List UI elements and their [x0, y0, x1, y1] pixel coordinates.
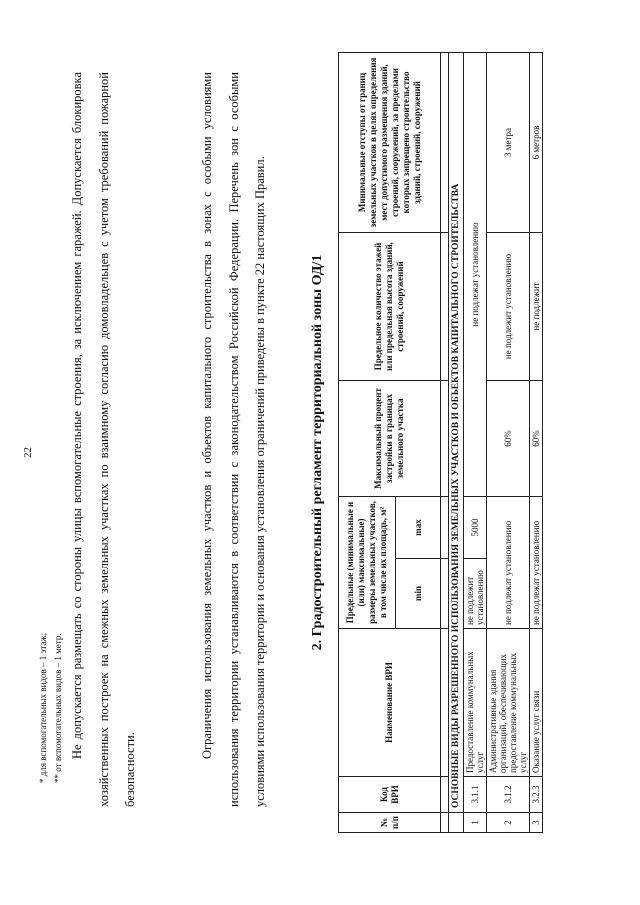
row-num: 2 [487, 813, 530, 833]
footnote-2: ** от вспомогательных видов – 1 метр. [53, 633, 63, 783]
col-name: Наименование ВРИ [339, 629, 441, 777]
row-code: 3.1.2 [487, 777, 530, 813]
section-title: ОСНОВНЫЕ ВИДЫ РАЗРЕШЕННОГО ИСПОЛЬЗОВАНИЯ ЗЕМЕЛЬНЫХ УЧАСТКОВ И ОБЪЕКТОВ КАПИТАЛЬНОГО СТРОИТЕЛЬСТВА [449, 52, 464, 812]
row-name: Административные здания организаций, обеспечивающих предоставление коммунальных услуг [487, 629, 530, 777]
row-percent: 60% [487, 380, 530, 496]
row-floors: не подлежит установлению [487, 232, 530, 380]
row-floors: не подлежит [530, 232, 543, 380]
paragraph-2: Ограничения использования земельных участков и объектов капитального строительства в зонах с особыми условиями использования территории устанавливаются в соответствии с законодательством Российской Федерации. Перечень зон с особыми условиями использования территории и основания установления ограничений приведены в пункте 22 настоящих Правил. [200, 72, 267, 807]
table-row [487, 52, 530, 832]
paragraph-1: Не допускается размещать со стороны улицы вспомогательные строения, за исключением гаражей. Допускается блокировка хозяйственных построек на смежных земельных участках по взаимному согласию домовладельцев с учетом требований пожарной безопасности. [70, 72, 137, 807]
row-sizes: не подлежат установлению [530, 496, 543, 628]
row-num: 3 [530, 813, 543, 833]
table-row [530, 52, 543, 832]
page-number: 22 [22, 447, 34, 458]
row-max: 5000 [464, 496, 487, 558]
row-min: не подлежит установлению [464, 559, 487, 629]
col-max: max [396, 496, 441, 558]
row-code: 3.1.1 [464, 777, 487, 813]
col-setbacks: Минимальные отступы от границ земельных участков в целях определения мест допустимого размещения зданий, строений, сооружений, за пределами которых запрещено строительство зданий, строений, сооружений [339, 52, 441, 232]
row-name: Оказание услуг связи [530, 629, 543, 777]
col-code: Код ВРИ [339, 777, 441, 813]
column-number-row [441, 52, 449, 832]
table-row [464, 52, 487, 832]
row-num: 1 [464, 813, 487, 833]
row-name: Предоставление коммунальных услуг [464, 629, 487, 777]
col-percent: Максимальный процент застройки в границах земельного участка [339, 380, 441, 496]
section-row [449, 52, 464, 832]
row-sizes: не подлежат установлению [487, 496, 530, 628]
section-heading: 2. Градостроительный регламент территориальной зоны ОД/1 [310, 254, 325, 651]
table-header-row [339, 52, 396, 832]
regulation-table [338, 52, 543, 833]
row-setbacks: 6 метров [530, 52, 543, 232]
row-merged: не подлежат установлению [464, 52, 487, 496]
col-min: min [396, 559, 441, 629]
footnote-1: * для вспомогательных видов – 1 этаж; [38, 632, 48, 783]
col-floors: Предельное количество этажей или предельная высота зданий, строений, сооружений [339, 232, 441, 380]
row-setbacks: 3 метра [487, 52, 530, 232]
col-sizes: Предельные (минимальные и (или) максимальные) размеры земельных участков, в том числе их площадь, м² [339, 496, 396, 628]
row-percent: 60% [530, 380, 543, 496]
col-num: № п/п [339, 813, 441, 833]
row-code: 3.2.3 [530, 777, 543, 813]
